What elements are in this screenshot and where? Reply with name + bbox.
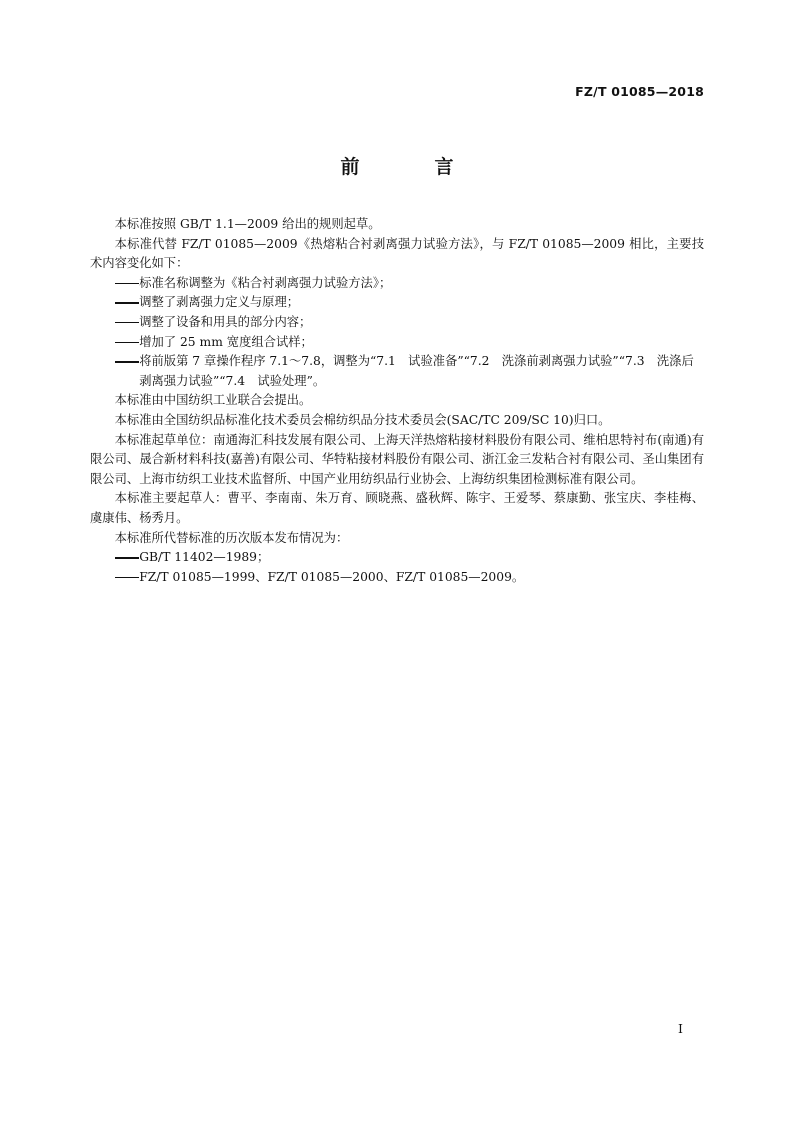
paragraph-committee: 本标准由全国纺织品标准化技术委员会棉纺织品分技术委员会(SAC/TC 209/SC 10)归口。: [114, 412, 611, 427]
change-item: 增加了 25 mm 宽度组合试样；: [90, 333, 704, 353]
change-item: 调整了设备和用具的部分内容；: [90, 313, 704, 333]
change-item: 调整了剥离强力定义与原理；: [90, 293, 704, 313]
standard-code: FZ/T 01085—2018: [575, 84, 704, 99]
page-title: 前 言: [340, 156, 482, 178]
paragraph-proposer: 本标准由中国纺织工业联合会提出。: [114, 393, 312, 408]
dash-mark: [115, 283, 140, 285]
dash-mark: [115, 302, 140, 304]
change-item: 标准名称调整为《粘合衬剥离强力试验方法》；: [90, 274, 704, 294]
paragraph-replacement: 本标准代替 FZ/T 01085—2009《热熔粘合衬剥离强力试验方法》，与 FZ/T 01085—2009 相比，主要技术内容变化如下：: [90, 236, 704, 271]
page-number: I: [678, 1021, 683, 1036]
paragraph-drafting-units: 本标准起草单位：南通海汇科技发展有限公司、上海天洋热熔粘接材料股份有限公司、维柏思特衬布(南通)有限公司、晟合新材料科技(嘉善)有限公司、华特粘接材料股份有限公司、浙江金三发粘合衬有限公司、圣山集团有限公司、上海市纺织工业技术监督所、中国产业用纺织品行业协会、上海纺织集团检测标准有限公司。: [90, 432, 704, 486]
dash-mark: [115, 322, 140, 324]
dash-mark: [115, 361, 140, 363]
paragraph-history-intro: 本标准所代替标准的历次版本发布情况为：: [114, 530, 349, 545]
paragraph-drafters: 本标准主要起草人：曹平、李南南、朱万育、顾晓燕、盛秋辉、陈宇、王爱琴、蔡康勤、张宝庆、李桂梅、虞康伟、杨秀月。: [90, 491, 704, 525]
dash-mark: [115, 557, 140, 559]
foreword-body: [90, 215, 704, 587]
history-item: GB/T 11402—1989；: [90, 548, 704, 568]
change-item: 将前版第 7 章操作程序 7.1～7.8，调整为“7.1 试验准备”“7.2 洗涤前剥离强力试验”“7.3 洗涤后剥离强力试验”“7.4 试验处理”。: [90, 352, 704, 391]
paragraph-drafting-rules: 本标准按照 GB/T 1.1—2009 给出的规则起草。: [114, 217, 381, 231]
dash-mark: [115, 342, 140, 344]
history-item: FZ/T 01085—1999、FZ/T 01085—2000、FZ/T 01085—2009。: [90, 568, 704, 588]
dash-mark: [115, 577, 140, 579]
